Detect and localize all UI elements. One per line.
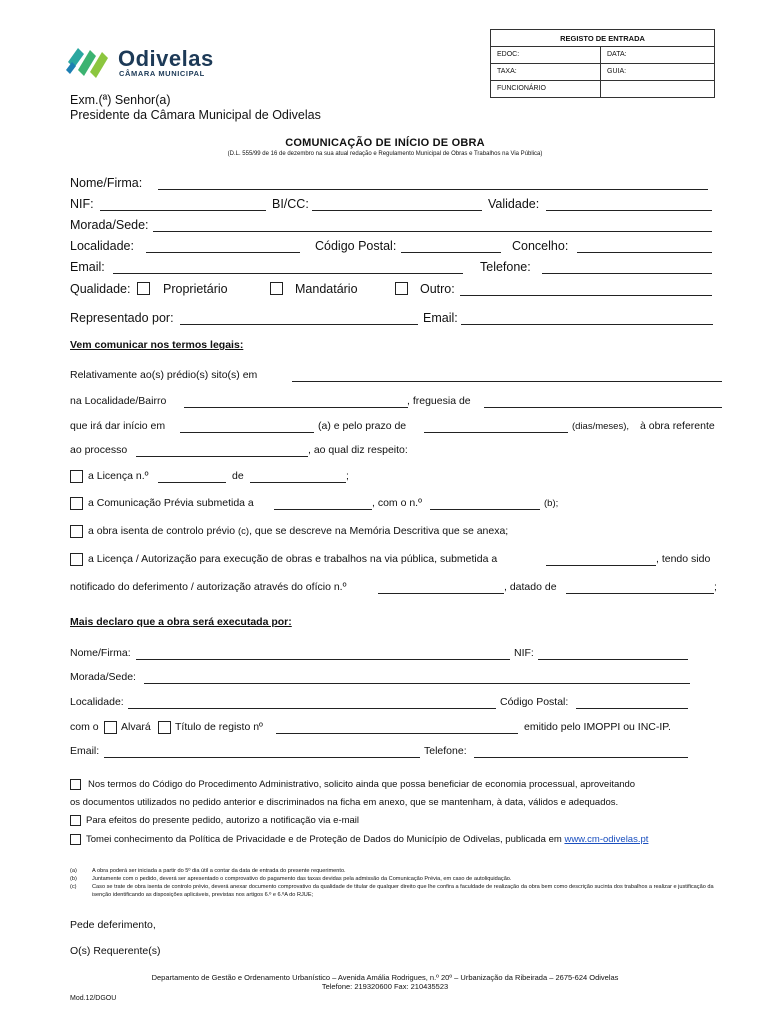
representado-email-label: Email: [423, 311, 458, 325]
s1-processo-label: ao processo [70, 444, 128, 456]
s1-localidade-field[interactable] [184, 407, 408, 408]
email-label: Email: [70, 260, 105, 274]
logo-name: Odivelas [118, 46, 214, 71]
mandatario-label: Mandatário [295, 282, 358, 296]
morada-field[interactable] [153, 231, 712, 232]
s1-isenta-label [88, 525, 508, 537]
funcionario-value [601, 81, 714, 97]
note-c-label: (c) [70, 884, 77, 890]
s2-telefone-label: Telefone: [424, 745, 467, 757]
note-a-label: (a) [70, 868, 77, 874]
edoc-label: EDOC: [491, 47, 601, 63]
localidade-field[interactable] [146, 252, 300, 253]
logo-subtitle: CÂMARA MUNICIPAL [119, 69, 205, 78]
s1-prazo-label: (a) e pelo prazo de [318, 420, 407, 432]
s1-via-publica-checkbox[interactable] [70, 553, 83, 566]
guia-label: GUIA: [607, 68, 627, 75]
nome-label: Nome/Firma: [70, 176, 143, 190]
economia-processual-label: Nos termos do Código do Procedimento Administrativo, solicito ainda que possa beneficiar de economia processual, aproveitando [88, 779, 636, 790]
privacidade-checkbox[interactable] [70, 834, 81, 845]
concelho-field[interactable] [577, 252, 712, 253]
qualidade-label: Qualidade: [70, 282, 131, 296]
s1-oficio-label: notificado do deferimento / autorização através do ofício n.º [70, 581, 347, 593]
representado-label: Representado por: [70, 311, 174, 325]
registo-title: REGISTO DE ENTRADA [491, 30, 714, 47]
s1-diz-respeito-label: , ao qual diz respeito: [308, 444, 408, 456]
s1-datado-field[interactable] [566, 593, 714, 594]
s2-codigo-postal-field[interactable] [576, 708, 688, 709]
pede-deferimento: Pede deferimento, [70, 919, 156, 931]
s1-comunicacao-b-label: (b); [544, 498, 559, 509]
s1-isenta-text: a obra isenta de controlo prévio [88, 525, 236, 537]
telefone-field[interactable] [542, 273, 712, 274]
notificacao-email-label: Para efeitos do presente pedido, autorizo a notificação via e-mail [86, 815, 360, 826]
nif-label: NIF: [70, 197, 94, 211]
s1-isenta-c: (c) [238, 526, 250, 537]
s1-licenca-semicolon: ; [346, 470, 349, 482]
registo-entrada-box [490, 29, 715, 98]
note-b-text: Juntamente com o pedido, deverá ser apresentado o comprovativo do pagamento das taxas devidas pela admissão da Comunicação Prévia, em caso de autoliquidação. [92, 876, 512, 882]
s1-inicio-field[interactable] [180, 432, 314, 433]
s2-titulo-label: Título de registo nº [175, 721, 263, 733]
odivelas-logo [64, 40, 234, 80]
economia-processual-checkbox[interactable] [70, 779, 81, 790]
s2-localidade-field[interactable] [128, 708, 496, 709]
s1-freguesia-field[interactable] [484, 407, 722, 408]
s1-tendo-sido-label: , tendo sido [656, 553, 711, 565]
s1-via-publica-field[interactable] [546, 565, 656, 566]
privacidade-label [86, 834, 648, 845]
s1-dias-meses-label: (dias/meses), [572, 421, 630, 432]
economia-processual-label-2: os documentos utilizados no pedido anterior e discriminados na ficha em anexo, que se mantenham, à data, válidos e adequados. [70, 797, 619, 808]
footer-phone: Telefone: 219320600 Fax: 210435523 [321, 982, 449, 991]
addressee-line1: Exm.(ª) Senhor(a) [70, 93, 171, 107]
s1-licenca-num-field[interactable] [158, 482, 226, 483]
s1-licenca-data-field[interactable] [250, 482, 346, 483]
telefone-label: Telefone: [480, 260, 531, 274]
s1-predio-label: Relativamente ao(s) prédio(s) sito(s) em [70, 369, 258, 381]
s1-freguesia-label: , freguesia de [407, 395, 471, 407]
s2-alvara-checkbox[interactable] [104, 721, 117, 734]
section1-heading: Vem comunicar nos termos legais: [70, 339, 244, 351]
privacidade-text: Tomei conhecimento da Política de Privacidade e de Proteção de Dados do Município de Odivelas, publicada em [86, 834, 562, 845]
s1-prazo-field[interactable] [424, 432, 568, 433]
s2-morada-field[interactable] [144, 683, 690, 684]
note-b-label: (b) [70, 876, 77, 882]
s1-isenta-checkbox[interactable] [70, 525, 83, 538]
s1-isenta-desc: , que se descreve na Memória Descritiva que se anexa; [249, 525, 509, 537]
s1-processo-field[interactable] [136, 456, 308, 457]
footnotes [70, 867, 720, 899]
odivelas-logo-icon [64, 40, 116, 80]
notificacao-email-checkbox[interactable] [70, 815, 81, 826]
s1-licenca-de-label: de [232, 470, 244, 482]
bicc-field[interactable] [312, 210, 482, 211]
s1-comunicacao-label: a Comunicação Prévia submetida a [88, 497, 254, 509]
s1-comunicacao-checkbox[interactable] [70, 497, 83, 510]
document-title: COMUNICAÇÃO DE INÍCIO DE OBRA [285, 137, 485, 149]
s2-nif-label: NIF: [514, 647, 534, 659]
form-model-code: Mod.12/DGOU [70, 995, 117, 1002]
s1-comunicacao-num-field[interactable] [430, 509, 540, 510]
validade-field[interactable] [546, 210, 712, 211]
bicc-label: BI/CC: [272, 197, 309, 211]
s2-email-field[interactable] [104, 757, 420, 758]
proprietario-checkbox[interactable] [137, 282, 150, 295]
s1-localidade-label: na Localidade/Bairro [70, 395, 167, 407]
note-c-text: Caso se trate de obra isenta de controlo prévio, deverá anexar documento comprovativo da qualidade de titular de qualquer direito que lhe confira a faculdade de realização da obra bem como descrição sucinta dos trabalhos a realizar e justificação da isenção identificando as disposições aplicáveis, previstas nos artigos 6.º e 6.ºA do RJUE; [92, 884, 714, 898]
section2-heading: Mais declaro que a obra será executada por: [70, 616, 292, 628]
s1-comunicacao-field[interactable] [274, 509, 372, 510]
requerentes-label: O(s) Requerente(s) [70, 945, 161, 957]
s2-emitido-label: emitido pelo IMOPPI ou INC-IP. [524, 721, 671, 733]
s1-predio-field[interactable] [292, 381, 722, 382]
validade-label: Validade: [488, 197, 540, 211]
s2-nome-label: Nome/Firma: [70, 647, 131, 659]
funcionario-label: FUNCIONÁRIO [491, 81, 601, 97]
privacidade-link[interactable]: www.cm-odivelas.pt [564, 834, 649, 845]
s2-codigo-postal-label: Código Postal: [500, 696, 569, 708]
proprietario-label: Proprietário [163, 282, 228, 296]
taxa-label: TAXA: [491, 64, 601, 80]
codigo-postal-field[interactable] [401, 252, 501, 253]
representado-email-field[interactable] [461, 324, 713, 325]
nif-field[interactable] [100, 210, 266, 211]
s2-titulo-checkbox[interactable] [158, 721, 171, 734]
s2-titulo-field[interactable] [276, 733, 518, 734]
s1-comunicacao-num-label: , com o n.º [372, 497, 422, 509]
s1-datado-label: , datado de [504, 581, 557, 593]
s1-licenca-label: a Licença n.º [88, 470, 149, 482]
s1-oficio-field[interactable] [378, 593, 504, 594]
morada-label: Morada/Sede: [70, 218, 149, 232]
localidade-label: Localidade: [70, 239, 134, 253]
addressee-line2: Presidente da Câmara Municipal de Odivelas [70, 108, 321, 122]
outro-label: Outro: [420, 282, 455, 296]
document-subtitle: (D.L. 555/99 de 16 de dezembro na sua atual redação e Regulamento Municipal de Obras e Trabalhos na Via Pública) [227, 151, 543, 157]
s2-nif-field[interactable] [538, 659, 688, 660]
s1-licenca-checkbox[interactable] [70, 470, 83, 483]
s1-oficio-semicolon: ; [714, 581, 717, 593]
email-field[interactable] [113, 273, 463, 274]
s2-alvara-label: Alvará [121, 721, 151, 733]
codigo-postal-label: Código Postal: [315, 239, 397, 253]
outro-field[interactable] [460, 295, 712, 296]
s1-obra-referente-label: à obra referente [640, 420, 715, 432]
s2-telefone-field[interactable] [474, 757, 688, 758]
representado-field[interactable] [180, 324, 418, 325]
note-a-text: A obra poderá ser iniciada a partir do 5º dia útil a contar da data de entrada do presente requerimento. [92, 868, 346, 874]
s2-localidade-label: Localidade: [70, 696, 124, 708]
footer-address: Departamento de Gestão e Ordenamento Urbanístico – Avenida Amália Rodrigues, n.º 20º – Urbanização da Ribeirada – 2675-624 Odivelas [151, 973, 619, 982]
s2-email-label: Email: [70, 745, 100, 757]
data-label: DATA: [607, 51, 627, 58]
s2-com-o-label: com o [70, 721, 99, 733]
s1-via-publica-label: a Licença / Autorização para execução de obras e trabalhos na via pública, submetida a [88, 553, 498, 565]
s2-morada-label: Morada/Sede: [70, 671, 136, 683]
s2-nome-field[interactable] [136, 659, 510, 660]
mandatario-checkbox[interactable] [270, 282, 283, 295]
s1-inicio-label: que irá dar início em [70, 420, 166, 432]
outro-checkbox[interactable] [395, 282, 408, 295]
concelho-label: Concelho: [512, 239, 569, 253]
nome-field[interactable] [158, 189, 708, 190]
